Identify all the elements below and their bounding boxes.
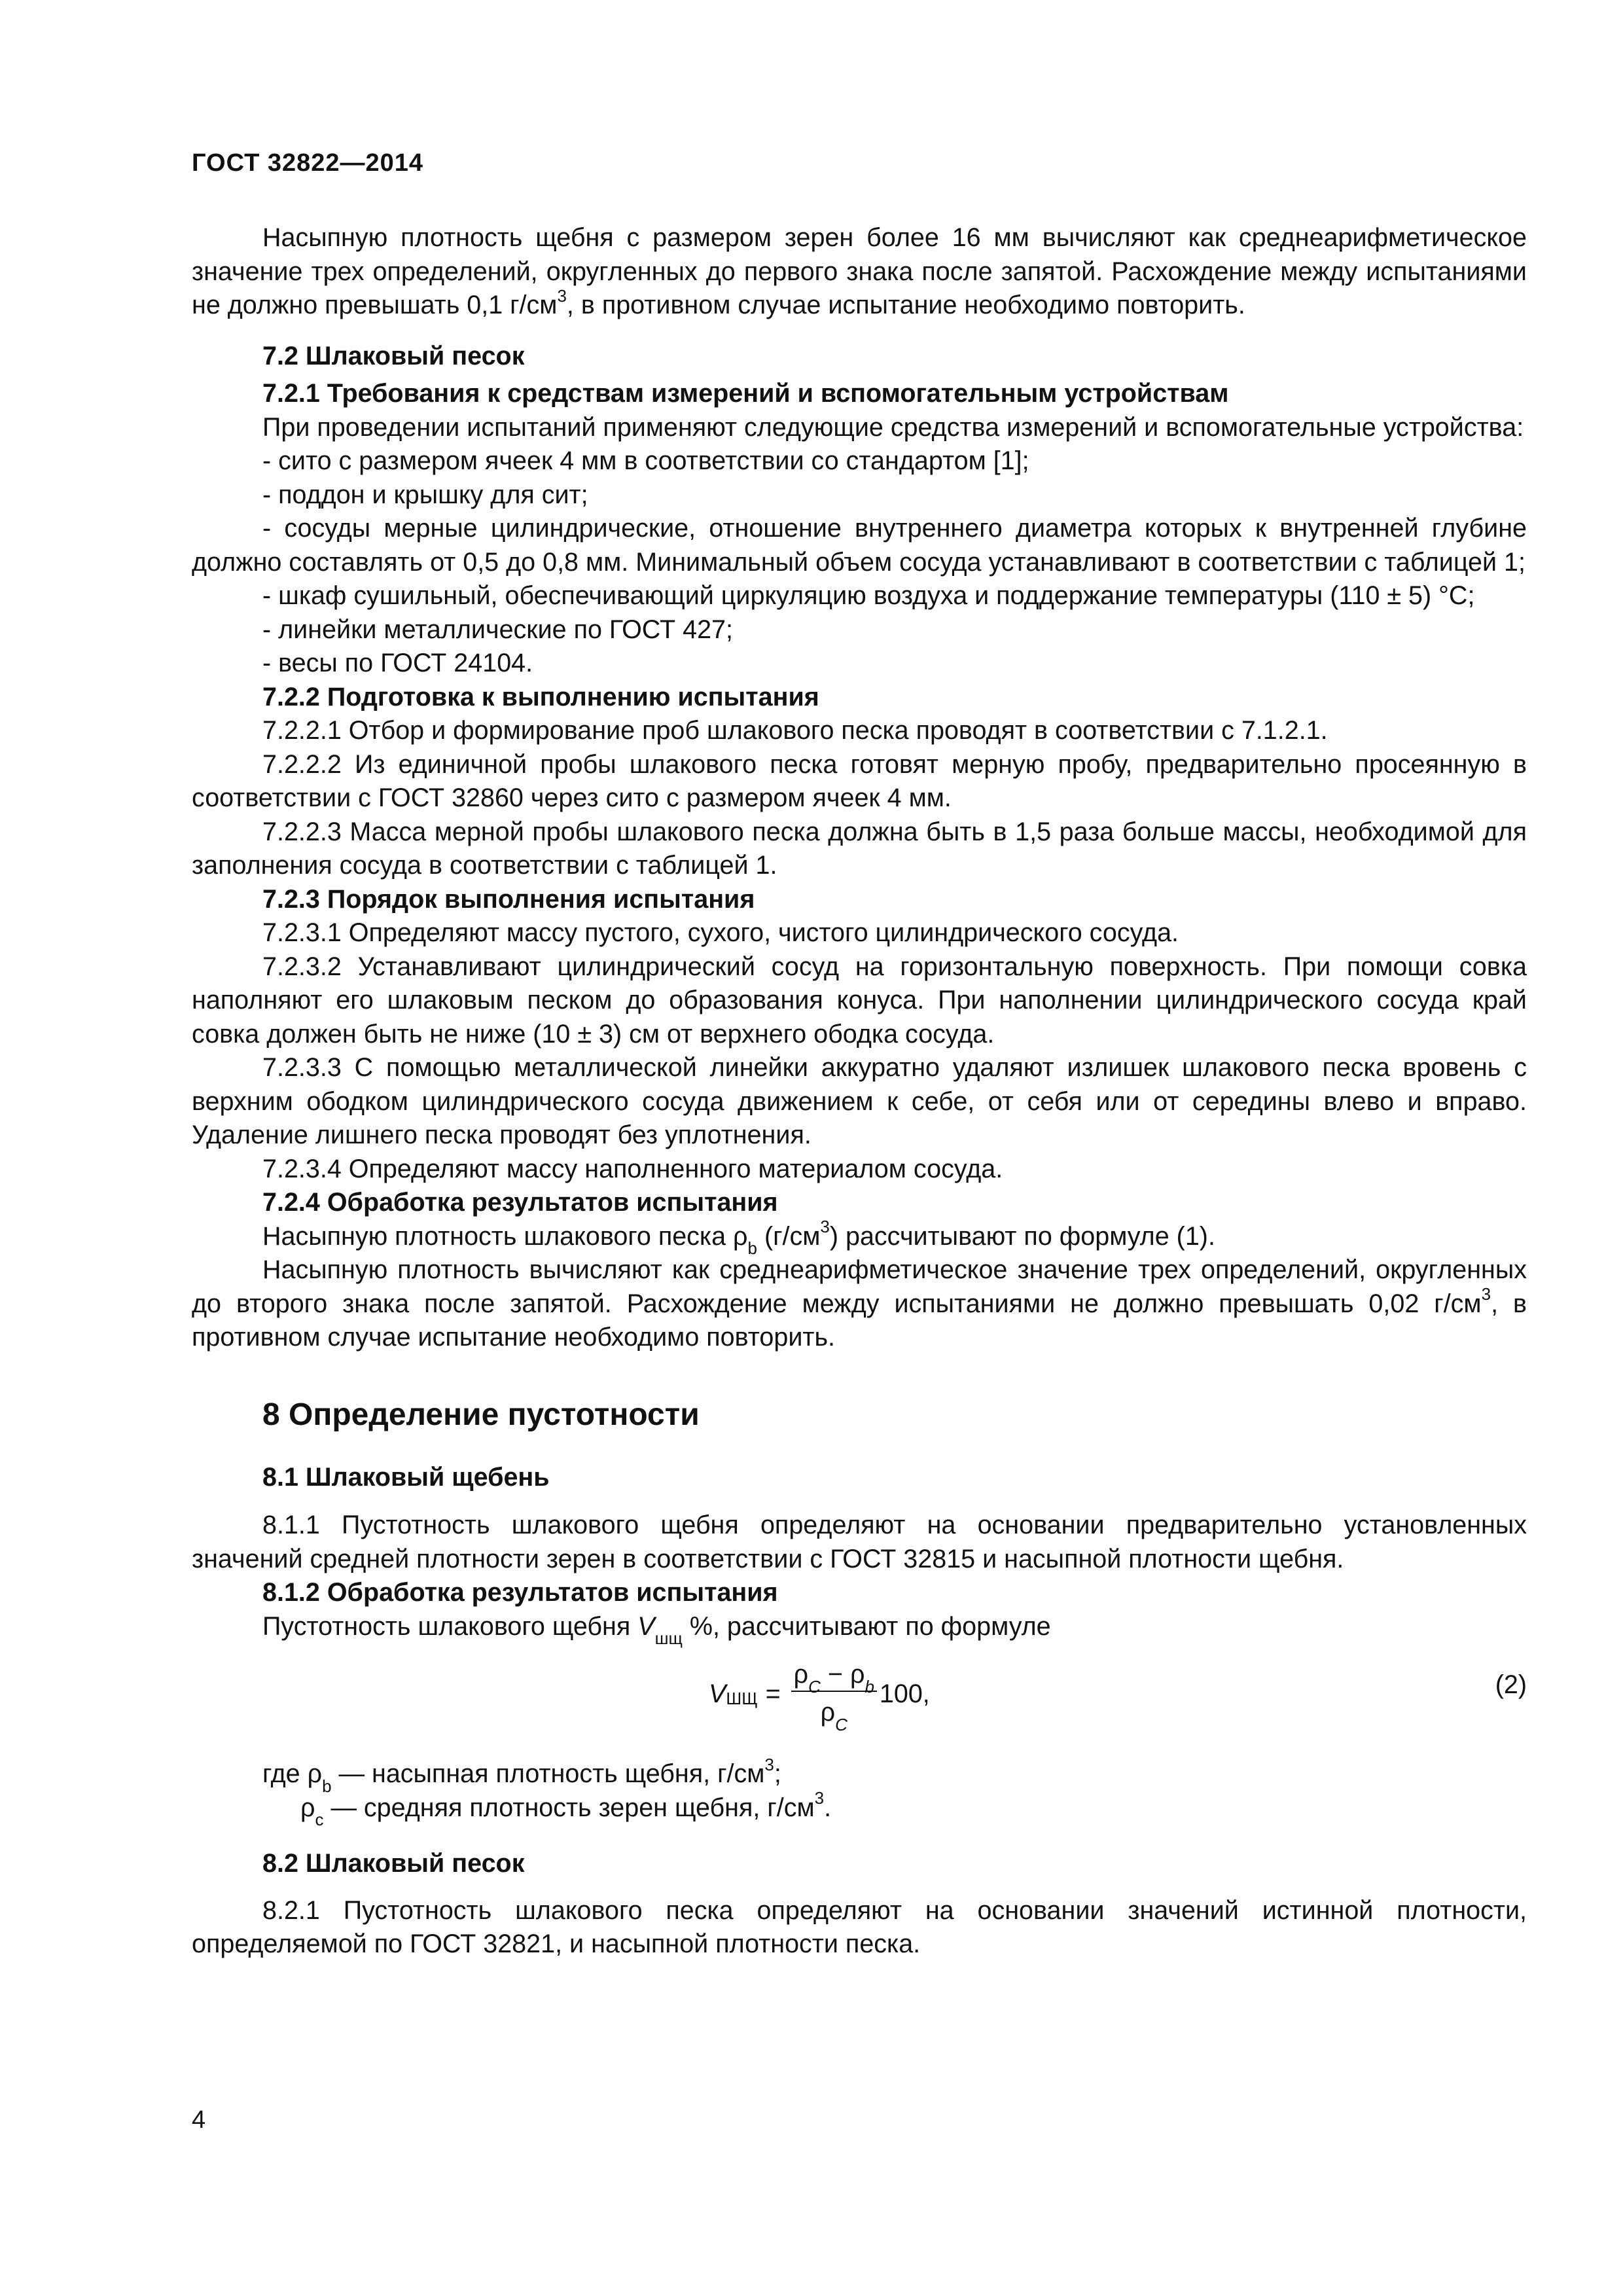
paragraph: 7.2.3.3 С помощью металлической линейки аккуратно удаляют излишек шлакового песка вровень с верхним ободком цилиндрического сосуда движением к себе, от себя или от середины влево и вправо. Удаление лишнего песка проводят без уплотнения. <box>192 1053 1527 1149</box>
document-header: ГОСТ 32822—2014 <box>192 149 424 177</box>
formula-expression: V $_{ШЩ}$ = $\frac{\rho_C - \rho_b}{\rho_C}$ 100, <box>709 1660 930 1734</box>
list-item: - весы по ГОСТ 24104. <box>262 649 533 677</box>
page-number: 4 <box>192 2106 206 2134</box>
paragraph: 7.2.2.3 Масса мерной пробы шлакового песка должна быть в 1,5 раза больше массы, необходимой для заполнения сосуда в соответствии с таблицей 1. <box>192 817 1527 880</box>
section-heading-8: 8 Определение пустотности <box>262 1397 700 1432</box>
section-heading-7-2-3: 7.2.3 Порядок выполнения испытания <box>262 884 755 914</box>
formula-fraction: $\frac{\rho_C - \rho_b}{\rho_C}$ <box>791 1659 877 1730</box>
paragraph: 7.2.3.1 Определяют массу пустого, сухого, чистого цилиндрического сосуда. <box>262 918 1179 947</box>
section-heading-8-2: 8.2 Шлаковый песок <box>262 1849 525 1878</box>
paragraph: При проведении испытаний применяют следующие средства измерений и вспомогательные устройства: <box>262 412 1524 442</box>
list-item: - шкаф сушильный, обеспечивающий циркуляцию воздуха и поддержание температуры (110 ± 5) °С; <box>262 581 1475 610</box>
formula-number: (2) <box>1495 1670 1527 1699</box>
paragraph: 7.2.3.4 Определяют массу наполненного материалом сосуда. <box>262 1154 1003 1183</box>
section-heading-7-2-4: 7.2.4 Обработка результатов испытания <box>262 1188 778 1217</box>
paragraph: Насыпную плотность щебня с размером зерен более 16 мм вычисляют как среднеарифметическое значение трех определений, округленных до первого знака после запятой. Расхождение между испытаниями не должно превышать 0,1 $г/см^3$, в противном случае испытание необходимо повторить. <box>192 223 1527 319</box>
paragraph: 8.1.1 Пустотность шлакового щебня определяют на основании предварительно установленных значений средней плотности зерен в соответствии с ГОСТ 32815 и насыпной плотности щебня. <box>192 1511 1527 1573</box>
section-heading-8-1-2: 8.1.2 Обработка результатов испытания <box>262 1578 778 1607</box>
paragraph: Насыпную плотность шлакового песка $\rho_b$ $(г/см^3)$ рассчитывают по формуле (1). <box>262 1217 1215 1259</box>
paragraph: Насыпную плотность вычисляют как среднеарифметическое значение трех определений, округленных до второго знака после запятой. Расхождение между испытаниями не должно превышать 0,02 $г/см^3$, в противном случае испытание необходимо повторить. <box>192 1255 1527 1352</box>
paragraph: 7.2.2.1 Отбор и формирование проб шлакового песка проводят в соответствии с 7.1.2.1. <box>262 716 1328 745</box>
formula-legend: где $\rho_b$ — насыпная плотность щебня, $г/см^3$; <box>262 1754 781 1796</box>
formula-2 <box>192 1653 1527 1751</box>
section-heading-7-2: 7.2 Шлаковый песок <box>262 341 525 370</box>
list-item: - линейки металлические по ГОСТ 427; <box>262 615 734 644</box>
paragraph: Пустотность шлакового щебня $V_{шщ}$ %, рассчитывают по формуле <box>262 1611 1051 1649</box>
paragraph: 7.2.3.2 Устанавливают цилиндрический сосуд на горизонтальную поверхность. При помощи совка наполняют его шлаковым песком до образования конуса. При наполнении цилиндрического сосуда край совка должен быть не ниже (10 ± 3) см от верхнего ободка сосуда. <box>192 952 1527 1049</box>
section-heading-7-2-1: 7.2.1 Требования к средствам измерений и вспомогательным устройствам <box>262 379 1229 408</box>
formula-legend: $\rho_с$ — средняя плотность зерен щебня, $г/см^3$. <box>300 1788 832 1830</box>
list-item: - сито с размером ячеек 4 мм в соответствии со стандартом [1]; <box>262 446 1029 475</box>
section-heading-7-2-2: 7.2.2 Подготовка к выполнению испытания <box>262 682 819 711</box>
list-item: - поддон и крышку для сит; <box>262 480 588 509</box>
document-body <box>192 221 1527 1962</box>
section-heading-8-1: 8.1 Шлаковый щебень <box>262 1462 550 1492</box>
paragraph: 8.2.1 Пустотность шлакового песка определяют на основании значений истинной плотности, определяемой по ГОСТ 32821, и насыпной плотности песка. <box>192 1895 1527 1958</box>
list-item: - сосуды мерные цилиндрические, отношение внутреннего диаметра которых к внутренней глубине должно составлять от 0,5 до 0,8 мм. Минимальный объем сосуда устанавливают в соответствии с таблицей 1; <box>192 514 1527 577</box>
paragraph: 7.2.2.2 Из единичной пробы шлакового песка готовят мерную пробу, предварительно просеянную в соответствии с ГОСТ 32860 через сито с размером ячеек 4 мм. <box>192 749 1527 812</box>
